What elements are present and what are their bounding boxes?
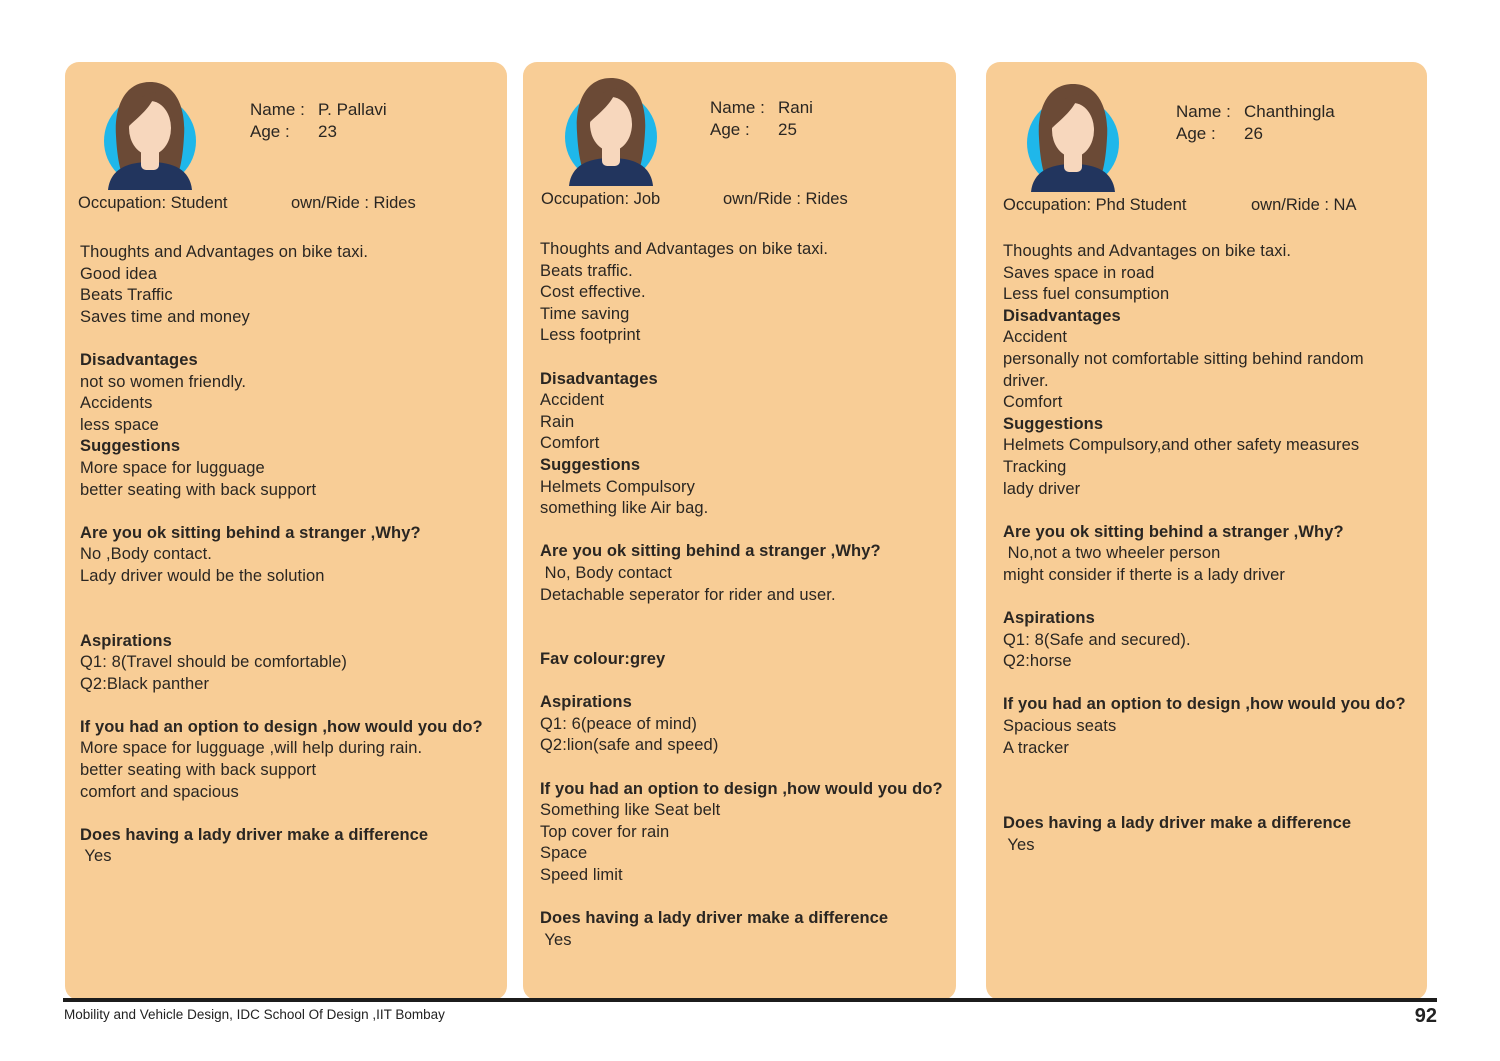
- list-item: Q1: 6(peace of mind): [540, 714, 697, 733]
- list-item: Lady driver would be the solution: [80, 566, 325, 585]
- list-item: Cost effective.: [540, 283, 646, 302]
- list-item: Spacious seats: [1003, 717, 1117, 736]
- list-item: Beats traffic.: [540, 261, 633, 280]
- persona-name: Rani: [778, 98, 813, 117]
- list-item: Accident: [540, 391, 605, 410]
- list-item: Helmets Compulsory,and other safety measures: [1003, 436, 1360, 455]
- stranger-heading: Are you ok sitting behind a stranger ,Why?: [1003, 522, 1344, 541]
- occupation: Occupation: Student: [78, 194, 228, 212]
- list-item: Comfort: [1003, 393, 1063, 412]
- page-number: 92: [1414, 1005, 1437, 1027]
- persona-name: Chanthingla: [1244, 102, 1335, 121]
- aspirations-heading: Aspirations: [80, 631, 172, 650]
- disadvantages-heading: Disadvantages: [1003, 306, 1121, 325]
- lady-driver-heading: Does having a lady driver make a difference: [1003, 814, 1352, 833]
- persona-age: 26: [1244, 124, 1263, 143]
- persona-age: 23: [318, 122, 337, 141]
- stranger-heading: Are you ok sitting behind a stranger ,Why?: [80, 523, 421, 542]
- list-item: Accident: [1003, 328, 1068, 347]
- list-item: Rain: [540, 412, 575, 431]
- list-item: less space: [80, 415, 159, 434]
- own-ride: own/Ride : NA: [1251, 196, 1357, 214]
- list-item: Q1: 8(Safe and secured).: [1003, 630, 1191, 649]
- list-item: Q2:horse: [1003, 652, 1072, 671]
- lady-driver-answer: Yes: [1003, 835, 1035, 854]
- list-item: More space for lugguage ,will help during rain.: [80, 739, 423, 758]
- list-item: Accidents: [80, 394, 153, 413]
- list-item: better seating with back support: [80, 480, 317, 499]
- own-ride: own/Ride : Rides: [291, 194, 416, 212]
- list-item: driver.: [1003, 371, 1049, 390]
- female-user-avatar-icon: [561, 74, 661, 184]
- persona-age: 25: [778, 120, 797, 139]
- thoughts-heading: Thoughts and Advantages on bike taxi.: [1003, 242, 1292, 260]
- list-item: not so women friendly.: [80, 372, 247, 391]
- female-user-avatar-icon: [1023, 80, 1123, 190]
- list-item: Q2:lion(safe and speed): [540, 736, 719, 755]
- list-item: Tracking: [1003, 457, 1067, 476]
- persona-card-3: [986, 62, 1427, 1000]
- list-item: A tracker: [1003, 738, 1070, 757]
- disadvantages-heading: Disadvantages: [80, 350, 198, 369]
- occupation: Occupation: Phd Student: [1003, 196, 1187, 214]
- suggestions-heading: Suggestions: [1003, 414, 1104, 433]
- list-item: Something like Seat belt: [540, 801, 721, 820]
- design-heading: If you had an option to design ,how would you do?: [540, 779, 943, 798]
- persona-details: [1003, 241, 1406, 856]
- list-item: No,not a two wheeler person: [1003, 544, 1221, 563]
- lady-driver-answer: Yes: [540, 930, 572, 949]
- occupation: Occupation: Job: [541, 190, 661, 208]
- lady-driver-answer: Yes: [80, 847, 112, 866]
- persona-details: [540, 239, 943, 951]
- suggestions-heading: Suggestions: [80, 437, 181, 456]
- list-item: Space: [540, 844, 588, 863]
- footer-text: Mobility and Vehicle Design, IDC School Of Design ,IIT Bombay: [64, 1007, 445, 1022]
- lady-driver-heading: Does having a lady driver make a difference: [80, 825, 429, 844]
- aspirations-heading: Aspirations: [1003, 609, 1095, 628]
- list-item: More space for lugguage: [80, 458, 265, 477]
- persona-card-2: [523, 62, 956, 1000]
- list-item: something like Air bag.: [540, 499, 709, 518]
- thoughts-heading: Thoughts and Advantages on bike taxi.: [540, 240, 829, 258]
- list-item: Saves space in road: [1003, 263, 1155, 282]
- suggestions-heading: Suggestions: [540, 455, 641, 474]
- list-item: Time saving: [540, 304, 630, 323]
- list-item: Q1: 8(Travel should be comfortable): [80, 653, 348, 672]
- design-heading: If you had an option to design ,how would you do?: [80, 717, 483, 736]
- list-item: Helmets Compulsory: [540, 477, 695, 496]
- list-item: Comfort: [540, 434, 600, 453]
- design-heading: If you had an option to design ,how would you do?: [1003, 695, 1406, 714]
- female-user-avatar-icon: [100, 78, 200, 188]
- footer-divider: [63, 998, 1437, 1002]
- list-item: Less footprint: [540, 326, 641, 345]
- name-age-block: Name : Chanthingla Age : 26: [1176, 102, 1335, 143]
- list-item: personally not comfortable sitting behind random: [1003, 349, 1364, 368]
- list-item: Beats Traffic: [80, 286, 173, 305]
- persona-name: P. Pallavi: [318, 100, 387, 119]
- list-item: Detachable seperator for rider and user.: [540, 585, 836, 604]
- list-item: No ,Body contact.: [80, 545, 212, 564]
- disadvantages-heading: Disadvantages: [540, 369, 658, 388]
- list-item: Saves time and money: [80, 307, 250, 326]
- persona-details: [80, 242, 483, 868]
- list-item: Q2:Black panther: [80, 674, 210, 693]
- persona-card-1: [65, 62, 507, 1000]
- own-ride: own/Ride : Rides: [723, 190, 848, 208]
- name-age-block: Name : P. Pallavi Age : 23: [250, 100, 387, 141]
- list-item: comfort and spacious: [80, 782, 239, 801]
- name-age-block: Name : Rani Age : 25: [710, 98, 813, 139]
- thoughts-heading: Thoughts and Advantages on bike taxi.: [80, 243, 369, 261]
- list-item: lady driver: [1003, 479, 1081, 498]
- list-item: better seating with back support: [80, 761, 317, 780]
- list-item: Less fuel consumption: [1003, 285, 1170, 304]
- list-item: Good idea: [80, 264, 158, 283]
- stranger-heading: Are you ok sitting behind a stranger ,Why?: [540, 542, 881, 561]
- fav-colour: Fav colour:grey: [540, 650, 666, 669]
- list-item: No, Body contact: [540, 563, 672, 582]
- lady-driver-heading: Does having a lady driver make a difference: [540, 909, 889, 928]
- list-item: Top cover for rain: [540, 822, 670, 841]
- list-item: might consider if therte is a lady driver: [1003, 565, 1285, 584]
- aspirations-heading: Aspirations: [540, 693, 632, 712]
- list-item: Speed limit: [540, 866, 623, 885]
